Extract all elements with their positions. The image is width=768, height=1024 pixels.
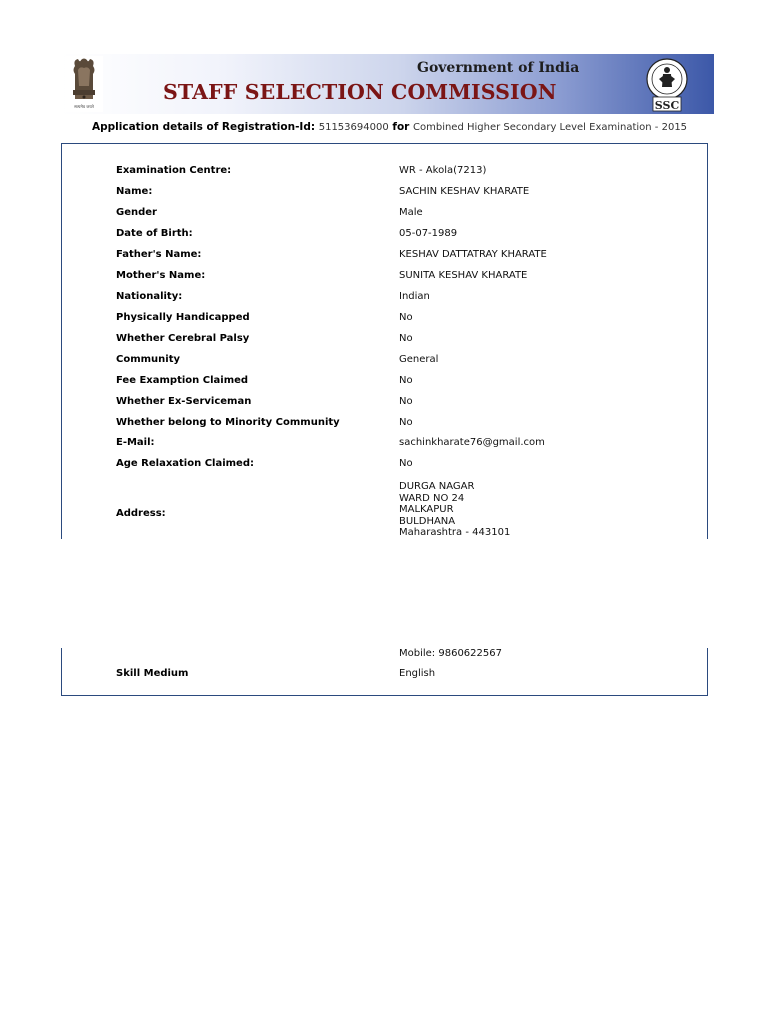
label-nationality: Nationality: bbox=[116, 291, 183, 302]
value-name: SACHIN KESHAV KHARATE bbox=[399, 186, 530, 197]
label-fee-exemption: Fee Examption Claimed bbox=[116, 375, 249, 386]
registration-line bbox=[92, 121, 687, 133]
value-fee-exemption: No bbox=[399, 375, 413, 386]
value-email: sachinkharate76@gmail.com bbox=[399, 437, 545, 448]
value-physically-handicapped: No bbox=[399, 312, 413, 323]
address-line: BULDHANA bbox=[399, 515, 456, 527]
value-mother-name: SUNITA KESHAV KHARATE bbox=[399, 270, 528, 281]
label-address: Address: bbox=[116, 508, 166, 519]
label-ex-serviceman: Whether Ex-Serviceman bbox=[116, 396, 252, 407]
ssc-logo-text: SSC bbox=[654, 99, 680, 112]
value-nationality: Indian bbox=[399, 291, 430, 302]
label-name: Name: bbox=[116, 186, 153, 197]
label-physically-handicapped: Physically Handicapped bbox=[116, 312, 250, 323]
label-email: E-Mail: bbox=[116, 437, 155, 448]
address-line: WARD NO 24 bbox=[399, 492, 465, 504]
value-community: General bbox=[399, 354, 439, 365]
label-skill-medium: Skill Medium bbox=[116, 668, 189, 679]
value-dob: 05-07-1989 bbox=[399, 228, 458, 239]
label-father-name: Father's Name: bbox=[116, 249, 202, 260]
ssc-logo-icon bbox=[645, 57, 689, 113]
svg-text:सत्यमेव जयते: सत्यमेव जयते bbox=[74, 104, 94, 109]
value-minority-community: No bbox=[399, 417, 413, 428]
value-address bbox=[399, 481, 510, 539]
label-community: Community bbox=[116, 354, 181, 365]
label-cerebral-palsy: Whether Cerebral Palsy bbox=[116, 333, 250, 344]
header-banner bbox=[61, 54, 714, 114]
value-ex-serviceman: No bbox=[399, 396, 413, 407]
value-exam-centre: WR - Akola(7213) bbox=[399, 165, 487, 176]
ashoka-emblem-icon bbox=[65, 56, 103, 112]
value-skill-medium: English bbox=[399, 668, 436, 679]
value-cerebral-palsy: No bbox=[399, 333, 413, 344]
value-father-name: KESHAV DATTATRAY KHARATE bbox=[399, 249, 547, 260]
registration-prefix: Application details of Registration-Id: bbox=[92, 121, 316, 133]
label-exam-centre: Examination Centre: bbox=[116, 165, 232, 176]
exam-name: Combined Higher Secondary Level Examination - 2015 bbox=[413, 122, 688, 133]
commission-title: STAFF SELECTION COMMISSION bbox=[163, 80, 557, 104]
address-line: MALKAPUR bbox=[399, 504, 454, 516]
registration-id: 51153694000 bbox=[318, 122, 389, 133]
label-dob: Date of Birth: bbox=[116, 228, 193, 239]
address-line: Maharashtra - 443101 bbox=[399, 527, 511, 539]
value-mobile: Mobile: 9860622567 bbox=[399, 648, 502, 659]
label-age-relaxation: Age Relaxation Claimed: bbox=[116, 458, 254, 469]
label-mother-name: Mother's Name: bbox=[116, 270, 206, 281]
value-gender: Male bbox=[399, 207, 423, 218]
label-minority-community: Whether belong to Minority Community bbox=[116, 417, 340, 428]
label-gender: Gender bbox=[116, 207, 157, 218]
registration-for: for bbox=[392, 121, 410, 133]
address-line: DURGA NAGAR bbox=[399, 481, 475, 492]
government-title: Government of India bbox=[417, 60, 580, 76]
value-age-relaxation: No bbox=[399, 458, 413, 469]
